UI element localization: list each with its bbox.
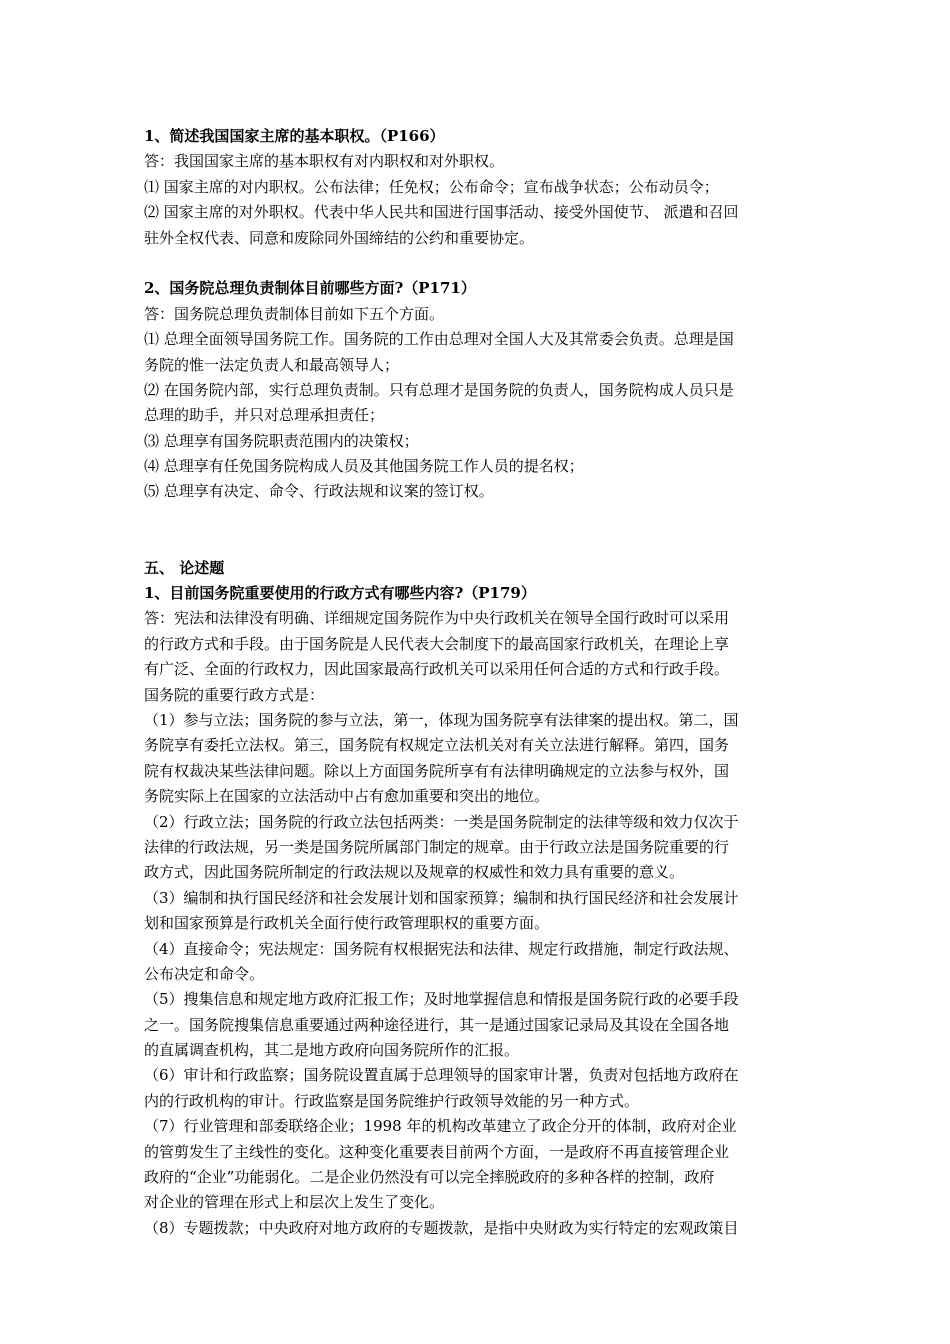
section-5-heading: 五、 论述题 <box>144 558 225 577</box>
answer-line: 总理的助手，并只对总理承担责任； <box>144 406 385 425</box>
answer-line: 务院的惟一法定负责人和最高领导人； <box>144 355 400 374</box>
answer-line: 务院实际上在国家的立法活动中占有愈加重要和突出的地位。 <box>144 787 550 806</box>
answer-line: 务院享有委托立法权。第三，国务院有权规定立法机关对有关立法进行解释。第四，国务 <box>144 736 730 755</box>
answer-line: ⑵ 国家主席的对外职权。代表中华人民共和国进行国事活动、接受外国使节、 派遣和召回 <box>144 203 739 222</box>
answer-line: 之一。国务院搜集信息重要通过两种途径进行，其一是通过国家记录局及其设在全国各地 <box>144 1015 730 1034</box>
answer-line: 公布决定和命令。 <box>144 964 265 983</box>
answer-line: （8）专题拨款；中央政府对地方政府的专题拨款，是指中央财政为实行特定的宏观政策目 <box>144 1218 739 1237</box>
answer-line: ⑴ 国家主席的对内职权。公布法律；任免权；公布命令；宣布战争状态；公布动员令； <box>144 177 719 196</box>
answer-line: （3）编制和执行国民经济和社会发展计划和国家预算；编制和执行国民经济和社会发展计 <box>144 888 739 907</box>
answer-line: 的行政方式和手段。由于国务院是人民代表大会制度下的最高国家行政机关，在理论上享 <box>144 634 730 653</box>
answer-line: ⑷ 总理享有任免国务院构成人员及其他国务院工作人员的提名权； <box>144 457 584 476</box>
answer-line: 答：国务院总理负责制体目前如下五个方面。 <box>144 304 445 323</box>
answer-line: 国务院的重要行政方式是： <box>144 685 325 704</box>
answer-line: ⑶ 总理享有国务院职责范围内的决策权； <box>144 431 419 450</box>
answer-line: （6）审计和行政监察；国务院设置直属于总理领导的国家审计署，负责对包括地方政府在 <box>144 1066 739 1085</box>
answer-line: 内的行政机构的审计。行政监察是国务院维护行政领导效能的另一种方式。 <box>144 1091 640 1110</box>
answer-line: （5）搜集信息和规定地方政府汇报工作；及时地掌握信息和情报是国务院行政的必要手段 <box>144 990 739 1009</box>
answer-line: （1）参与立法；国务院的参与立法，第一，体现为国务院享有法律案的提出权。第二，国 <box>144 711 739 729</box>
answer-line: 院有权裁决某些法律问题。除以上方面国务院所享有有法律明确规定的立法参与权外，国 <box>144 761 730 780</box>
answer-line: 法律的行政法规，另一类是国务院所属部门制定的规章。由于行政立法是国务院重要的行 <box>144 837 730 856</box>
answer-line: 政府的“企业”功能弱化。二是企业仍然没有可以完全摔脱政府的多种各样的控制，政府 <box>144 1168 715 1187</box>
answer-line: 划和国家预算是行政机关全面行使行政管理职权的重要方面。 <box>144 914 550 933</box>
paragraph-gap <box>144 251 808 276</box>
answer-line: ⑸ 总理享有决定、命令、行政法规和议案的签订权。 <box>144 482 494 501</box>
answer-line: （2）行政立法；国务院的行政立法包括两类：一类是国务院制定的法律等级和效力仅次于 <box>144 812 739 831</box>
question-1-title: 1、简述我国国家主席的基本职权。（P166） <box>144 127 445 145</box>
answer-line: （7）行业管理和部委联络企业；1998 年的机构改革建立了政企分开的体制，政府对企业 <box>144 1117 737 1136</box>
answer-line: ⑴ 总理全面领导国务院工作。国务院的工作由总理对全国人大及其常委会负责。总理是国 <box>144 330 734 349</box>
answer-line: 驻外全权代表、同意和废除同外国缔结的公约和重要协定。 <box>144 228 535 247</box>
answer-line: 的直属调查机构，其二是地方政府向国务院所作的汇报。 <box>144 1041 520 1060</box>
answer-line: 答：宪法和法律没有明确、详细规定国务院作为中央行政机关在领导全国行政时可以采用 <box>144 609 730 628</box>
answer-line: 有广泛、全面的行政权力，因此国家最高行政机关可以采用任何合适的方式和行政手段。 <box>144 660 730 679</box>
document-page <box>144 124 808 1241</box>
question-2-title: 2、国务院总理负责制体目前哪些方面?（P171） <box>144 279 476 298</box>
answer-line: 的管剪发生了主线性的变化。这种变化重要表目前两个方面，一是政府不再直接管理企业 <box>144 1142 730 1161</box>
answer-line: （4）直接命令；宪法规定：国务院有权根据宪法和法律、规定行政措施，制定行政法规、 <box>144 939 739 958</box>
section-gap <box>144 505 808 556</box>
answer-line: 答：我国国家主席的基本职权有对内职权和对外职权。 <box>144 152 505 171</box>
answer-line: 政方式，因此国务院所制定的行政法规以及规章的权威性和效力具有重要的意义。 <box>144 863 685 882</box>
answer-line: ⑵ 在国务院内部，实行总理负责制。只有总理才是国务院的负责人，国务院构成人员只是 <box>144 380 734 399</box>
answer-line: 对企业的管理在形式上和层次上发生了变化。 <box>144 1193 445 1212</box>
essay-question-1-title: 1、目前国务院重要使用的行政方式有哪些内容?（P179） <box>144 584 536 603</box>
